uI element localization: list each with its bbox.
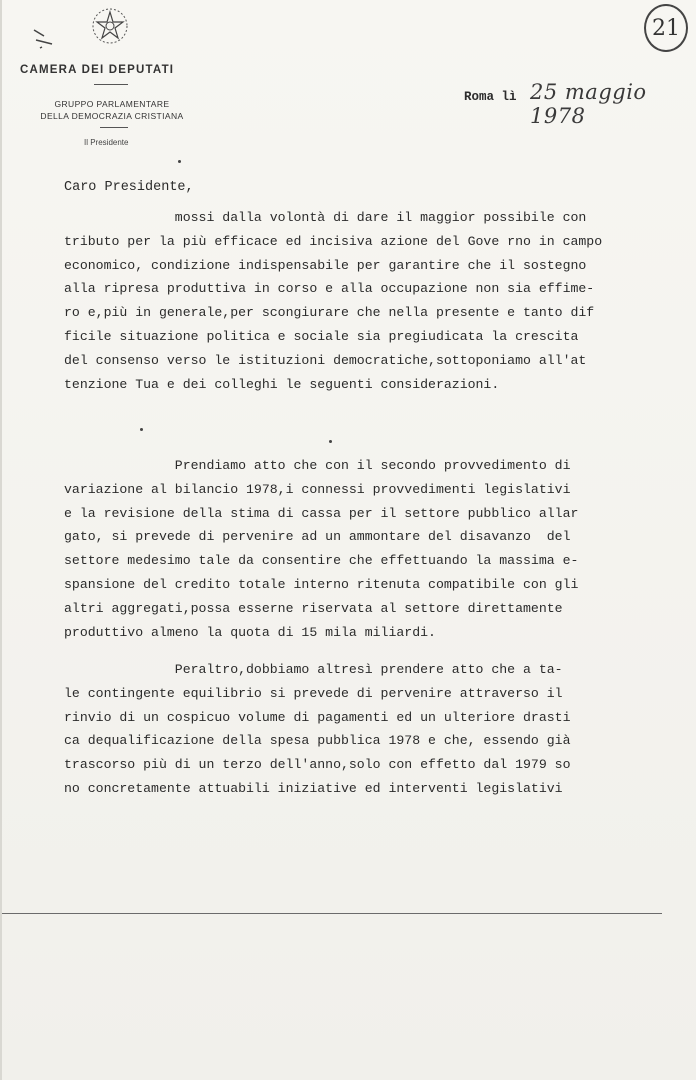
text-line: tributo per la più efficace ed incisiva azione del Gove rno in campo — [64, 233, 603, 249]
text-line: le contingente equilibrio si prevede di pervenire attraverso il — [64, 685, 563, 701]
text-line: produttivo almeno la quota di 15 mila miliardi. — [64, 624, 436, 640]
date-place: Roma lì — [464, 90, 517, 104]
page-bottom-rule — [2, 913, 662, 914]
group-block — [32, 98, 192, 122]
text-line: ca dequalificazione della spesa pubblica 1978 e che, essendo già — [64, 733, 571, 749]
republic-emblem-icon — [88, 4, 132, 48]
text-line: alla ripresa produttiva in corso e alla occupazione non sia effime- — [64, 281, 595, 297]
scan-speck — [178, 160, 181, 163]
text-line: ro e,più in generale,per scongiurare che nella presente e tanto dif — [64, 305, 595, 321]
text-line: rinvio di un cospicuo volume di pagamenti ed un ulteriore drasti — [64, 709, 571, 725]
text-line: Prendiamo atto che con il secondo provvedimento di — [64, 458, 571, 473]
document-number: 21 — [644, 4, 688, 52]
text-line: trascorso più di un terzo dell'anno,solo con effetto dal 1979 so — [64, 757, 571, 773]
scan-speck — [329, 440, 332, 443]
text-line: spansione del credito totale interno ritenuta compatibile con gli — [64, 576, 579, 592]
group-line-1: GRUPPO PARLAMENTARE — [54, 99, 170, 109]
scan-speck — [140, 428, 143, 431]
handwritten-date: 25 maggio 1978 — [530, 80, 647, 128]
text-line: del consenso verso le istituzioni democratiche,sottoponiamo all'at — [64, 352, 587, 368]
role-title: Il Presidente — [84, 138, 129, 147]
text-line: no concretamente attuabili iniziative ed interventi legislativi — [64, 780, 563, 796]
letterhead-divider — [94, 84, 128, 85]
text-line: variazione al bilancio 1978,i connessi provvedimenti legislativi — [64, 481, 571, 497]
text-line: economico, condizione indispensabile per garantire che il sostegno — [64, 257, 587, 273]
group-line-2: DELLA DEMOCRAZIA CRISTIANA — [40, 111, 184, 121]
text-line: settore medesimo tale da consentire che effettuando la massima e- — [64, 553, 579, 569]
text-line: e la revisione della stima di cassa per il settore pubblico allar — [64, 505, 579, 521]
paragraph-3 — [64, 658, 644, 801]
text-line: mossi dalla volontà di dare il maggior possibile con — [64, 210, 587, 225]
text-line: Peraltro,dobbiamo altresì prendere atto che a ta- — [64, 662, 563, 677]
paragraph-1 — [64, 206, 644, 396]
group-divider — [100, 127, 128, 128]
paragraph-2 — [64, 454, 644, 644]
pen-mark-icon — [32, 26, 58, 50]
text-line: tenzione Tua e dei colleghi le seguenti considerazioni. — [64, 376, 500, 392]
text-line: altri aggregati,possa esserne riservata al settore direttamente — [64, 600, 563, 616]
org-name: CAMERA DEI DEPUTATI — [20, 64, 175, 76]
greeting: Caro Presidente, — [64, 180, 194, 195]
text-line: gato, si prevede di pervenire ad un ammontare del disavanzo del — [64, 529, 571, 545]
text-line: ficile situazione politica e sociale sia pregiudicata la crescita — [64, 328, 579, 344]
